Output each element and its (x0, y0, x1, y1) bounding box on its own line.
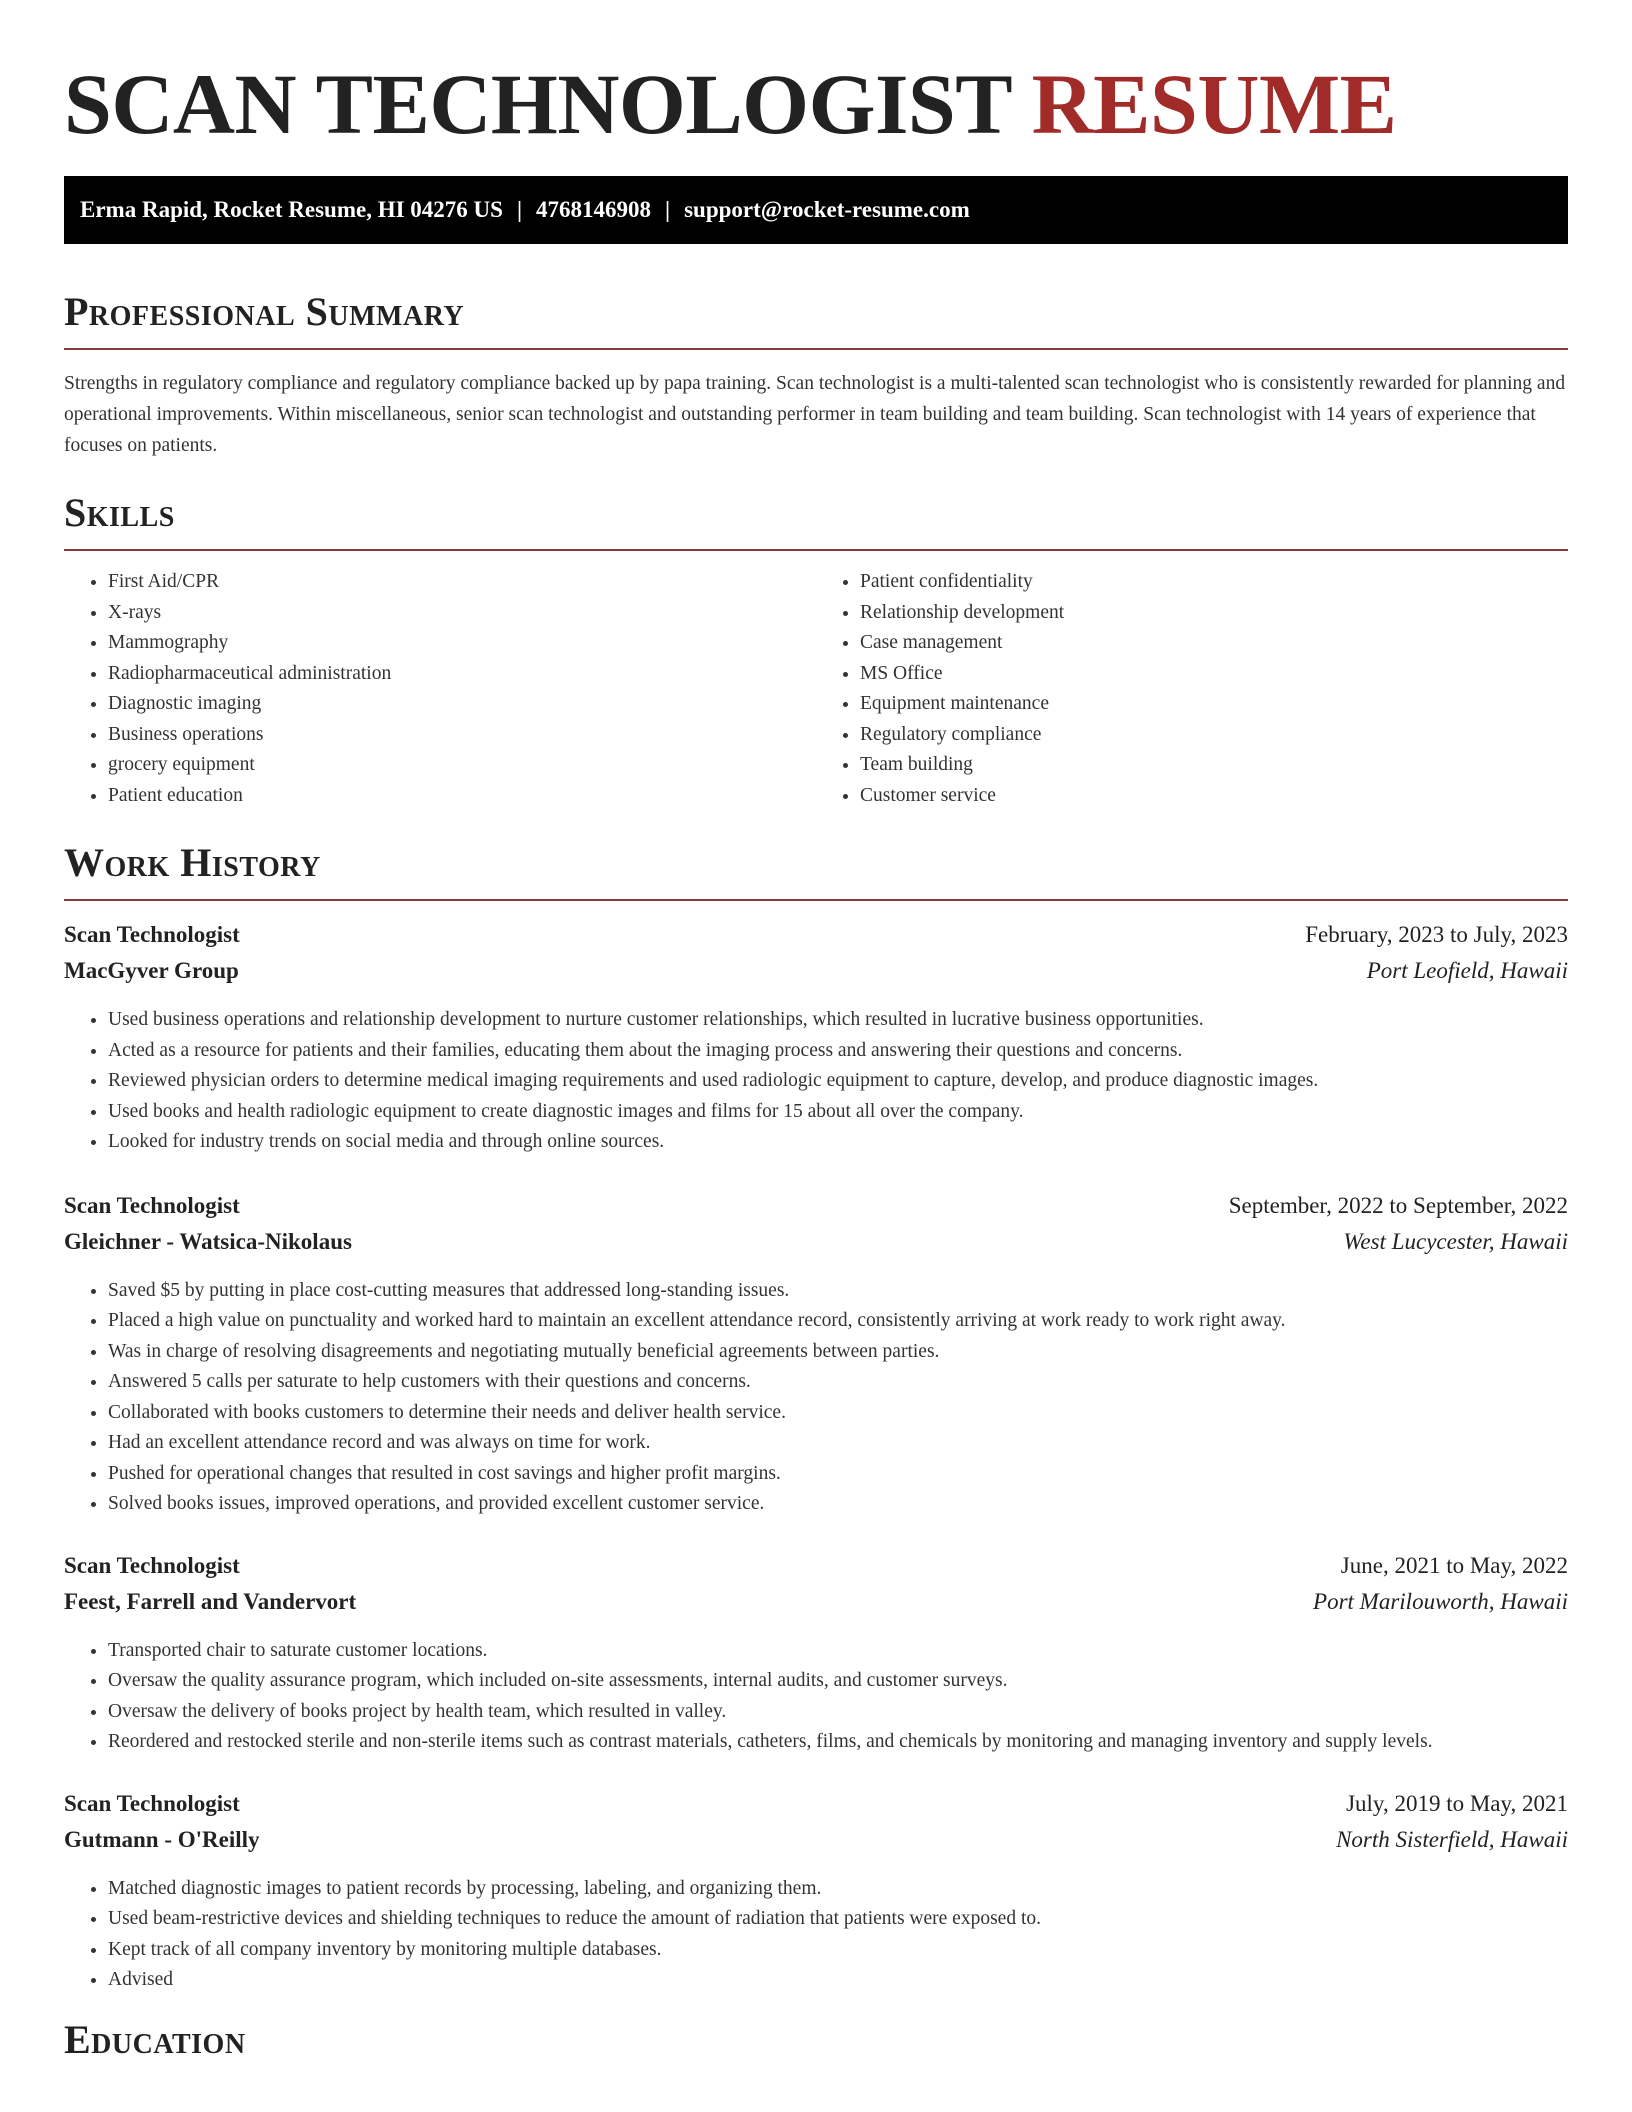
job-location: Port Leofield, Hawaii (1366, 958, 1568, 983)
contact-separator: | (665, 197, 671, 222)
contact-bar (64, 176, 1568, 244)
job-title: Scan Technologist (64, 922, 240, 947)
job-dates: June, 2021 to May, 2022 (1340, 1552, 1568, 1578)
skill-item: • First Aid/CPR (108, 567, 816, 598)
job-bullets (64, 1005, 1568, 1158)
skill-item: • Team building (860, 750, 1568, 781)
job-bullet: • Saved $5 by putting in place cost-cutting measures that addressed long-standing issues. (108, 1276, 1568, 1307)
contact-email: support@rocket-resume.com (684, 197, 970, 222)
job-company: MacGyver Group (64, 958, 239, 983)
skill-item: • Radiopharmaceutical administration (108, 659, 816, 690)
section-divider (64, 348, 1568, 350)
job-dates: July, 2019 to May, 2021 (1346, 1790, 1568, 1816)
skill-item: • Mammography (108, 628, 816, 659)
skills-column-right (816, 567, 1568, 811)
section-divider (64, 899, 1568, 901)
summary-section (64, 288, 1568, 461)
title-row (64, 0, 1568, 176)
job-bullets (64, 1874, 1568, 1996)
job-subheader (64, 1822, 1568, 1858)
job-subheader (64, 1584, 1568, 1620)
job-entry (64, 1188, 1568, 1520)
skills-heading: Skills (64, 490, 175, 535)
job-dates: September, 2022 to September, 2022 (1228, 1192, 1568, 1218)
job-company: Gutmann - O'Reilly (64, 1826, 260, 1852)
work-history-heading: Work History (64, 840, 321, 885)
job-company: Feest, Farrell and Vandervort (64, 1588, 357, 1614)
job-bullet: • Used books and health radiologic equipment to create diagnostic images and films for 15 about all over the company. (108, 1097, 1568, 1128)
job-bullet: • Pushed for operational changes that resulted in cost savings and higher profit margins. (108, 1459, 1568, 1490)
job-title: Scan Technologist (64, 1552, 240, 1578)
job-dates: February, 2023 to July, 2023 (1305, 922, 1568, 947)
skill-item: • X-rays (108, 598, 816, 629)
job-title: Scan Technologist (64, 1192, 240, 1218)
job-entry (64, 1548, 1568, 1758)
skills-list (64, 567, 1568, 811)
job-subheader (64, 953, 1568, 989)
job-bullets (64, 1636, 1568, 1758)
job-bullets (64, 1276, 1568, 1520)
title-main: SCAN TECHNOLOGIST (64, 56, 1011, 152)
skill-item: • Diagnostic imaging (108, 689, 816, 720)
section-divider (64, 549, 1568, 551)
job-header (64, 917, 1568, 953)
title-accent: RESUME (1031, 56, 1397, 152)
job-bullet: • Advised (108, 1965, 1568, 1996)
job-title: Scan Technologist (64, 1790, 240, 1816)
skill-item: • Regulatory compliance (860, 720, 1568, 751)
contact-separator: | (516, 197, 523, 222)
job-location: West Lucycester, Hawaii (1343, 1228, 1568, 1254)
job-header (64, 1786, 1568, 1822)
job-subheader (64, 1224, 1568, 1260)
page-title (64, 54, 1568, 154)
job-bullet: • Acted as a resource for patients and their families, educating them about the imaging process and answering their questions and concerns. (108, 1036, 1568, 1067)
skills-column-left (64, 567, 816, 811)
education-heading: Education (64, 2016, 246, 2062)
skills-section (64, 489, 1568, 811)
job-location: North Sisterfield, Hawaii (1336, 1826, 1568, 1852)
job-bullet: • Answered 5 calls per saturate to help customers with their questions and concerns. (108, 1367, 1568, 1398)
job-entry (64, 1786, 1568, 1996)
job-bullet: • Was in charge of resolving disagreements and negotiating mutually beneficial agreements between parties. (108, 1337, 1568, 1368)
skill-item: • Customer service (860, 781, 1568, 812)
skill-item: • Patient education (108, 781, 816, 812)
skill-item: • Patient confidentiality (860, 567, 1568, 598)
skill-item: • Business operations (108, 720, 816, 751)
job-bullet: • Reviewed physician orders to determine medical imaging requirements and used radiologic equipment to capture, develop, and produce diagnostic images. (108, 1066, 1568, 1097)
job-bullet: • Solved books issues, improved operations, and provided excellent customer service. (108, 1489, 1568, 1520)
contact-phone: 4768146908 (536, 197, 652, 222)
job-bullet: • Collaborated with books customers to determine their needs and deliver health service. (108, 1398, 1568, 1429)
job-header (64, 1188, 1568, 1224)
job-bullet: • Oversaw the quality assurance program, which included on-site assessments, internal audits, and customer surveys. (108, 1666, 1568, 1697)
skill-item: • Case management (860, 628, 1568, 659)
job-location: Port Marilouworth, Hawaii (1313, 1588, 1568, 1614)
education-section (64, 2016, 1568, 2064)
job-bullet: • Reordered and restocked sterile and non-sterile items such as contrast materials, catheters, films, and chemicals by monitoring and managing inventory and supply levels. (108, 1727, 1568, 1758)
job-bullet: • Looked for industry trends on social media and through online sources. (108, 1127, 1568, 1158)
job-header (64, 1548, 1568, 1584)
job-bullet: • Used beam-restrictive devices and shielding techniques to reduce the amount of radiation that patients were exposed to. (108, 1904, 1568, 1935)
contact-address: Erma Rapid, Rocket Resume, HI 04276 US (80, 197, 503, 222)
job-bullet: • Had an excellent attendance record and was always on time for work. (108, 1428, 1568, 1459)
job-bullet: • Transported chair to saturate customer locations. (108, 1636, 1568, 1667)
summary-text: Strengths in regulatory compliance and regulatory compliance backed up by papa training. Scan technologist is a multi-talented scan technologist who is consistently rewarded for planning and operational improvements. Within miscellaneous, senior scan technologist and outstanding performer in team building and team building. Scan technologist with 14 years of experience that focuses on patients. (64, 373, 1566, 456)
skill-item: • grocery equipment (108, 750, 816, 781)
job-bullet: • Kept track of all company inventory by monitoring multiple databases. (108, 1935, 1568, 1966)
job-bullet: • Used business operations and relationship development to nurture customer relationships, which resulted in lucrative business opportunities. (108, 1005, 1568, 1036)
skill-item: • Equipment maintenance (860, 689, 1568, 720)
job-bullet: • Oversaw the delivery of books project by health team, which resulted in valley. (108, 1697, 1568, 1728)
work-history-section (64, 839, 1568, 1996)
job-bullet: • Placed a high value on punctuality and worked hard to maintain an excellent attendance record, consistently arriving at work ready to work right away. (108, 1306, 1568, 1337)
summary-heading: Professional Summary (64, 289, 465, 334)
job-entry (64, 917, 1568, 1158)
skill-item: • MS Office (860, 659, 1568, 690)
job-company: Gleichner - Watsica-Nikolaus (64, 1228, 352, 1254)
skill-item: • Relationship development (860, 598, 1568, 629)
job-bullet: • Matched diagnostic images to patient records by processing, labeling, and organizing them. (108, 1874, 1568, 1905)
